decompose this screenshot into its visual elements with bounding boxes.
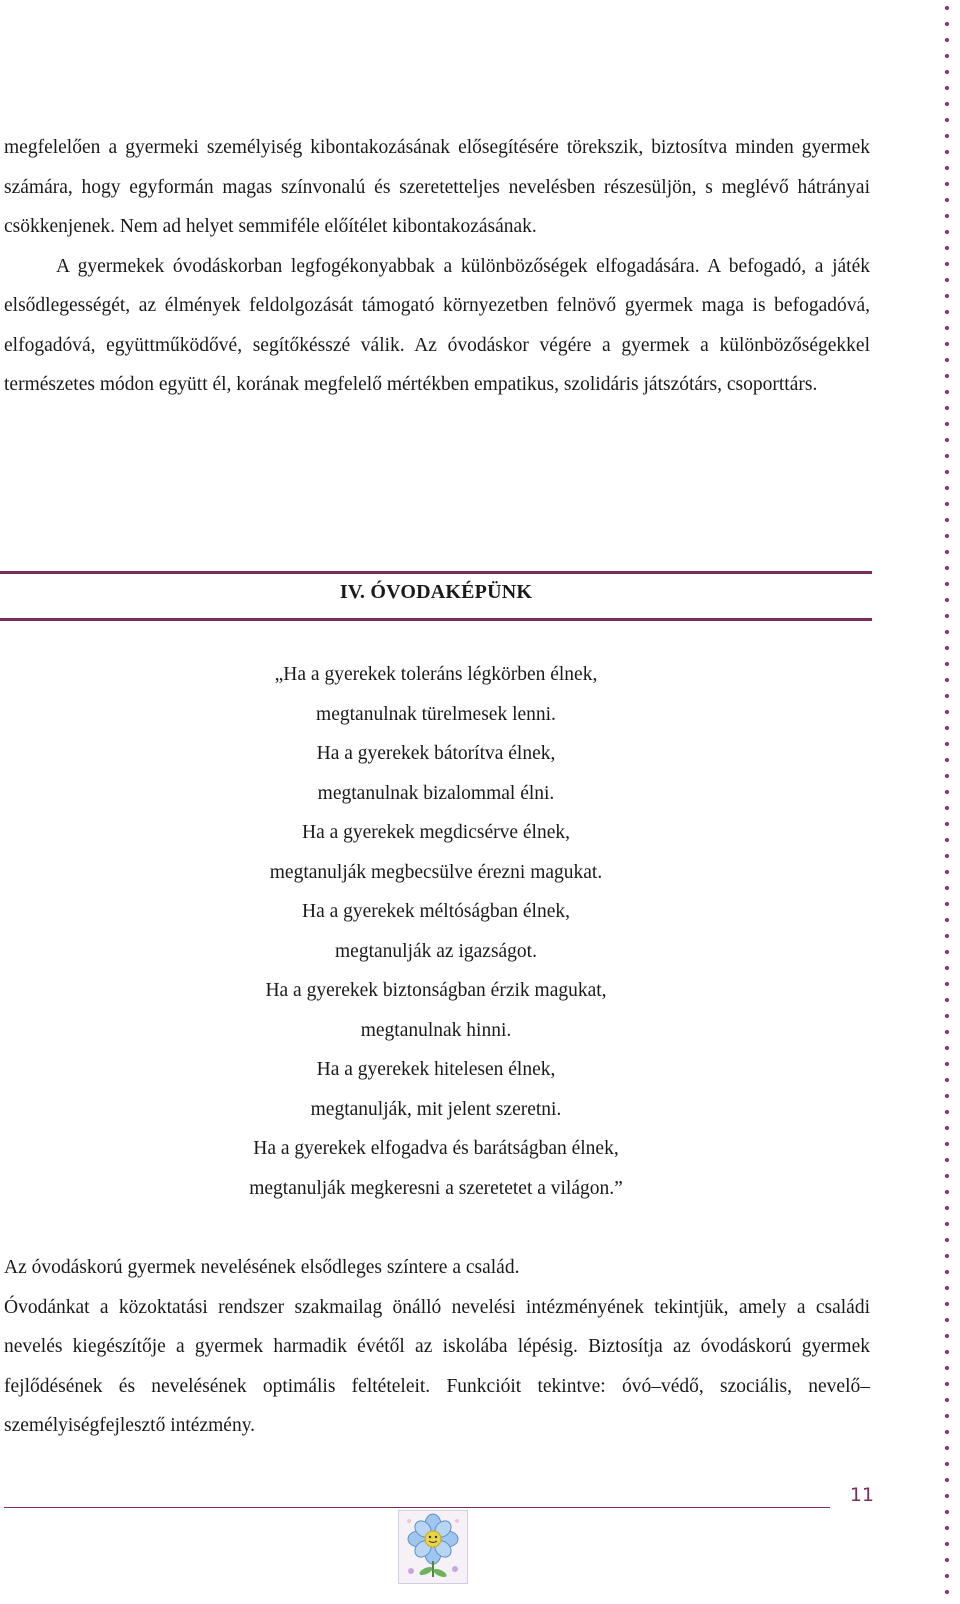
poem-line: Ha a gyerekek elfogadva és barátságban élnek, bbox=[253, 1138, 619, 1159]
heading-rule-bottom bbox=[0, 618, 872, 621]
flower-center bbox=[425, 1531, 441, 1547]
closing-text-block bbox=[4, 1248, 870, 1446]
poem-line: megtanulják megbecsülve érezni magukat. bbox=[269, 861, 603, 883]
poem-line: Ha a gyerekek hitelesen élnek, bbox=[316, 1059, 556, 1080]
section-heading: IV. ÓVODAKÉPÜNK bbox=[339, 581, 533, 603]
closing-paragraph-1: Az óvodáskorú gyermek nevelésének elsődleges színtere a család. bbox=[4, 1257, 520, 1278]
poem-line: „Ha a gyerekek toleráns légkörben élnek, bbox=[274, 664, 598, 685]
footer-rule bbox=[4, 1507, 830, 1508]
poem-line: megtanulják az igazságot. bbox=[335, 940, 537, 962]
poem-block bbox=[0, 655, 872, 1208]
flower-icon bbox=[398, 1510, 468, 1584]
poem-line: Ha a gyerekek méltóságban élnek, bbox=[301, 901, 570, 922]
poem-line: megtanulnak türelmesek lenni. bbox=[316, 703, 556, 725]
poem-line: Ha a gyerekek bátorítva élnek, bbox=[316, 743, 556, 764]
poem-line: Ha a gyerekek biztonságban érzik magukat, bbox=[265, 980, 607, 1001]
decorative-dot-border bbox=[944, 0, 950, 1604]
intro-paragraph-2: A gyermekek óvodáskorban legfogékonyabbak a különbözőségek elfogadására. A befogadó, a játék elsődlegességét, az élmények feldolgozását támogató környezetben felnövő gyermek maga is befogadóvá, elfogadóvá, együttműködővé, segítőkésszé válik. Az óvodáskor végére a gyermek a különbözőségekkel természetes módon együtt él, korának megfelelő mértékben empatikus, szolidáris játszótárs, csoporttárs. bbox=[4, 255, 870, 395]
poem-line: megtanulják, mit jelent szeretni. bbox=[310, 1098, 562, 1120]
page-number: 11 bbox=[849, 1484, 874, 1506]
poem-line: megtanulják megkeresni a szeretetet a világon.” bbox=[249, 1177, 623, 1199]
intro-paragraph-1: megfelelően a gyermeki személyiség kibontakozásának elősegítésére törekszik, biztosítva minden gyermek számára, hogy egyformán magas színvonalú és szeretetteljes nevelésben részesüljön, s meglévő hátrányai csökkenjenek. Nem ad helyet semmiféle előítélet kibontakozásának. bbox=[4, 137, 870, 237]
intro-text-block bbox=[4, 128, 870, 405]
poem-line: Ha a gyerekek megdicsérve élnek, bbox=[302, 822, 570, 843]
closing-paragraph-2: Óvodánkat a közoktatási rendszer szakmailag önálló nevelési intézményének tekintjük, amely a családi nevelés kiegészítője a gyermek harmadik évétől az iskolába lépésig. Biztosítja az óvodáskorú gyermek fejlődésének és nevelésének optimális feltételeit. Funkcióit tekintve: óvó–védő, szociális, nevelő–személyiségfejlesztő intézmény. bbox=[4, 1296, 870, 1436]
heading-rule-top bbox=[0, 571, 872, 574]
poem-line: megtanulnak bizalommal élni. bbox=[317, 782, 555, 804]
poem-line: megtanulnak hinni. bbox=[360, 1019, 512, 1041]
